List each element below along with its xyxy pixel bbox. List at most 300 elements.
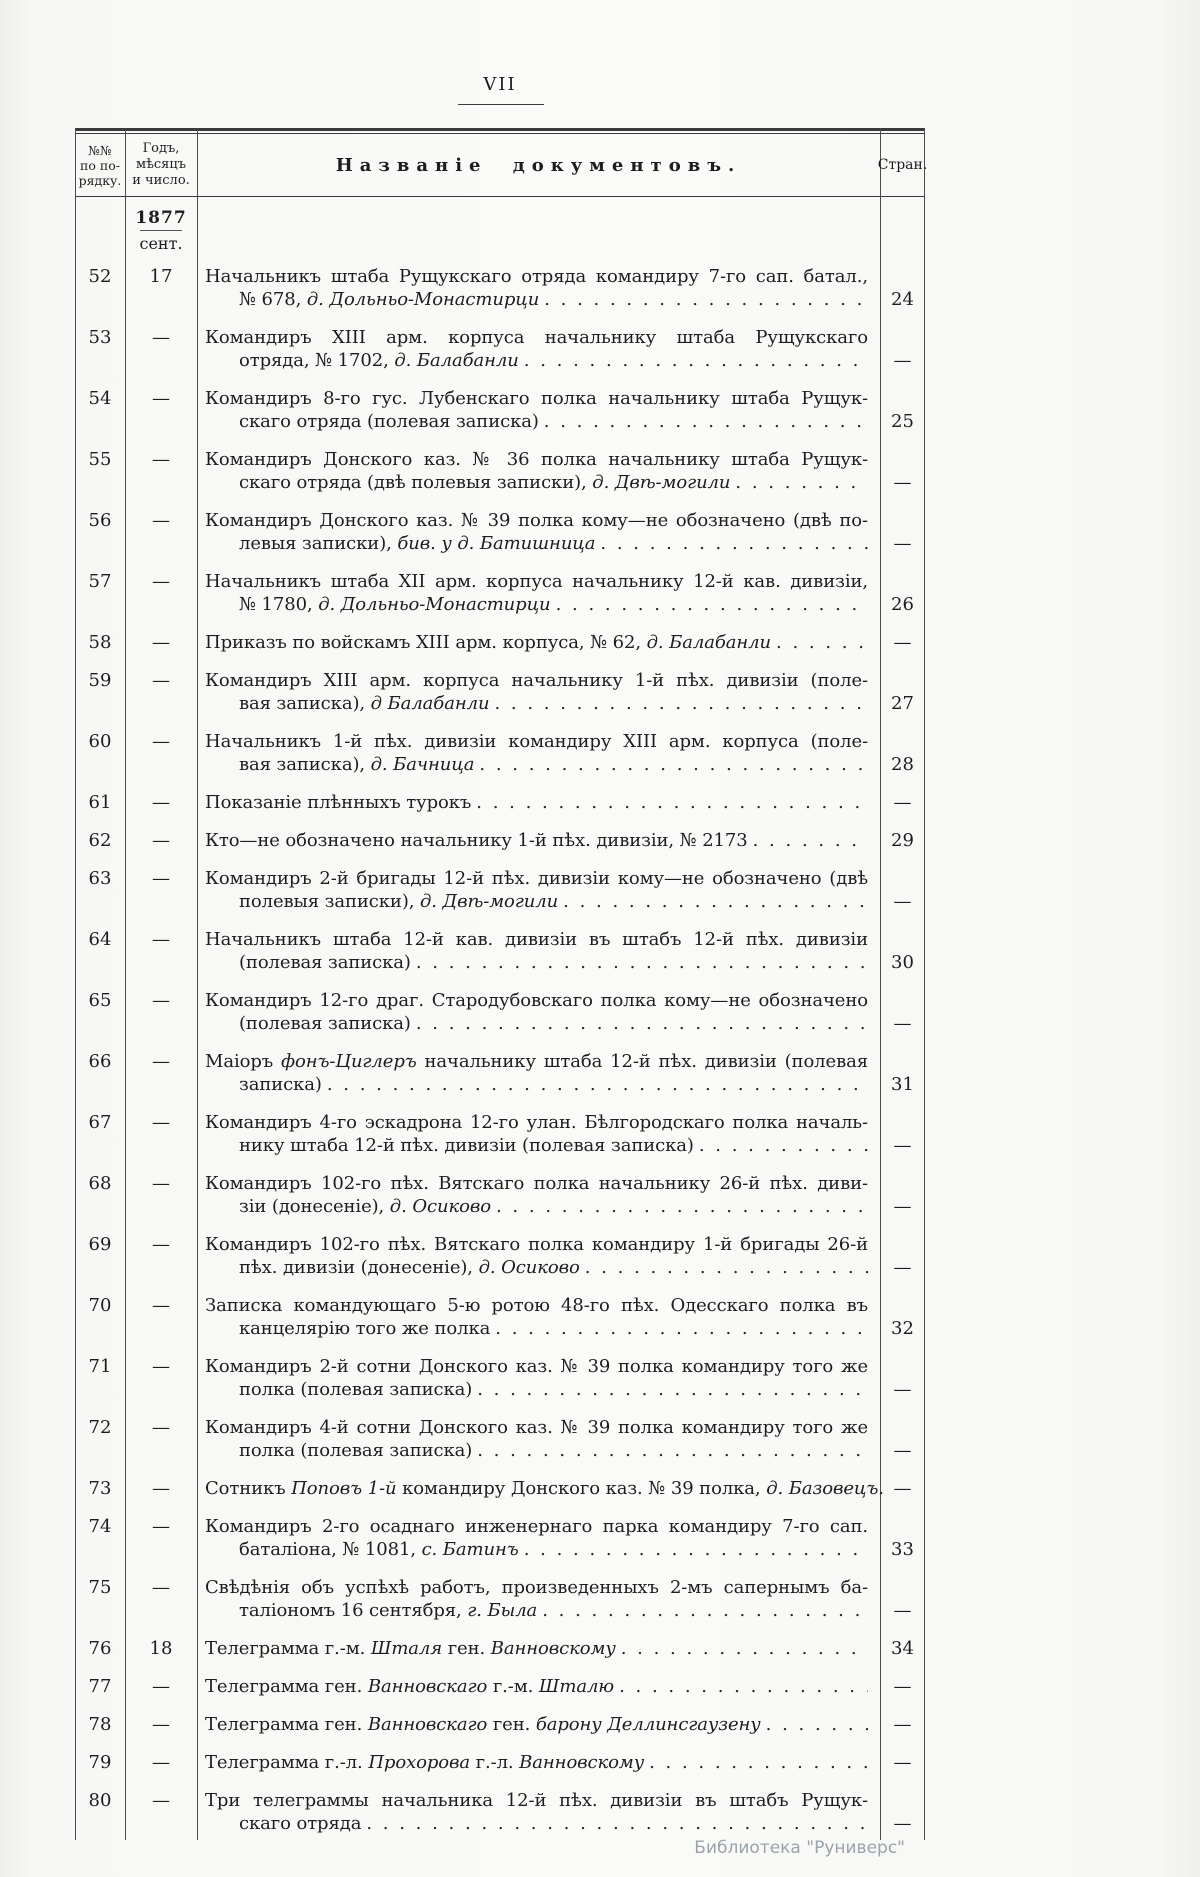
doc-title <box>197 448 880 494</box>
index-row <box>75 631 925 654</box>
doc-number: 64 <box>88 929 112 950</box>
index-row <box>75 1416 925 1462</box>
doc-title-line <box>205 1294 868 1317</box>
doc-title <box>197 1355 880 1401</box>
dot-leader <box>644 1751 868 1774</box>
header-number-column <box>75 135 125 195</box>
doc-page: — <box>893 1600 912 1621</box>
index-row <box>75 1789 925 1835</box>
doc-date: 17 <box>149 266 173 287</box>
doc-title-line <box>205 1195 868 1218</box>
doc-page: — <box>893 1379 912 1400</box>
place-or-person-name: Прохорова <box>368 1752 471 1773</box>
dot-leader <box>490 1317 868 1340</box>
doc-title <box>197 326 880 372</box>
doc-title-text: Командиръ 102-го пѣх. Вятскаго полка командиру 1-й бригады 26-й <box>205 1234 868 1255</box>
index-row <box>75 1294 925 1340</box>
doc-title-line <box>205 753 868 776</box>
doc-title-line <box>205 1134 868 1157</box>
doc-title-text: Телеграмма ген. Ванновскаго ген. барону Деллинсгаузену <box>205 1714 761 1735</box>
header-number-line: по по- <box>80 157 120 173</box>
index-row <box>75 989 925 1035</box>
doc-page: 34 <box>891 1638 914 1659</box>
dot-leader <box>471 791 868 814</box>
doc-title-line <box>205 1111 868 1134</box>
doc-title <box>197 387 880 433</box>
doc-title <box>197 989 880 1035</box>
doc-title-line <box>205 1050 868 1073</box>
place-or-person-name: д. Осиково <box>478 1257 580 1278</box>
page-number-rule <box>458 104 544 105</box>
dot-leader <box>694 1134 868 1157</box>
doc-title <box>197 1416 880 1462</box>
doc-number: 76 <box>88 1638 112 1659</box>
header-date-column <box>125 135 197 195</box>
dot-leader <box>595 532 868 555</box>
table-top-rule-thin <box>75 133 925 134</box>
doc-date: — <box>152 929 170 950</box>
dot-leader <box>519 349 868 372</box>
doc-title <box>197 1713 880 1736</box>
doc-title-text: Начальникъ штаба Рущукскаго отряда командиру 7-го сап. батал., <box>205 266 868 287</box>
doc-page: — <box>893 533 912 554</box>
index-row <box>75 1111 925 1157</box>
doc-title-line <box>205 387 868 410</box>
doc-title-text: Маіоръ фонъ-Циглеръ начальнику штаба 12-й пѣх. дивизіи (полевая <box>205 1051 868 1072</box>
index-row <box>75 1355 925 1401</box>
doc-number: 72 <box>88 1417 112 1438</box>
doc-title-line <box>205 791 868 814</box>
dot-leader <box>472 1378 868 1401</box>
doc-number: 69 <box>88 1234 112 1255</box>
doc-title-line <box>205 928 868 951</box>
doc-title-text: записка) <box>239 1074 322 1095</box>
doc-title-line <box>205 593 868 616</box>
date-group-rule <box>140 230 182 231</box>
doc-date: — <box>152 510 170 531</box>
index-row <box>75 1675 925 1698</box>
doc-title-line <box>205 288 868 311</box>
table-top-rule-thick <box>75 128 925 131</box>
index-row <box>75 387 925 433</box>
doc-date: — <box>152 1676 170 1697</box>
dot-leader <box>489 692 868 715</box>
doc-title-line <box>205 1637 868 1660</box>
doc-title-text: скаго отряда <box>239 1813 362 1834</box>
doc-title-line <box>205 570 868 593</box>
place-or-person-name: г. Была <box>467 1600 538 1621</box>
doc-page: — <box>893 1440 912 1461</box>
doc-number: 52 <box>88 266 112 287</box>
doc-date: — <box>152 571 170 592</box>
doc-title <box>197 1050 880 1096</box>
doc-title-line <box>205 1378 868 1401</box>
dot-leader <box>491 1195 868 1218</box>
doc-date: — <box>152 830 170 851</box>
doc-title-text: Телеграмма г.-л. Прохорова г.-л. Ванновскому <box>205 1752 645 1773</box>
doc-page: 31 <box>891 1074 914 1095</box>
date-group-month: сент. <box>139 234 183 253</box>
doc-title-line <box>205 349 868 372</box>
doc-page: — <box>893 1196 912 1217</box>
doc-number: 80 <box>88 1790 112 1811</box>
doc-title-line <box>205 631 868 654</box>
doc-title-line <box>205 1317 868 1340</box>
doc-number: 60 <box>88 731 112 752</box>
doc-number: 71 <box>88 1356 112 1377</box>
index-row <box>75 1751 925 1774</box>
doc-title-line <box>205 1233 868 1256</box>
header-number-line: №№ <box>88 142 112 158</box>
doc-page: — <box>893 1478 912 1499</box>
table-header <box>75 135 928 195</box>
header-date-line: и число. <box>132 173 190 188</box>
doc-title <box>197 1515 880 1561</box>
dot-leader <box>614 1675 868 1698</box>
doc-page: — <box>893 891 912 912</box>
doc-title-text: № 678, д. Дольньо-Монастирци <box>239 289 540 310</box>
doc-number: 63 <box>88 868 112 889</box>
index-row <box>75 928 925 974</box>
place-or-person-name: Ванновскаго <box>367 1714 488 1735</box>
doc-title-text: Командиръ 4-й сотни Донского каз. № 39 полка командиру того же <box>205 1417 868 1438</box>
place-or-person-name: д. Бачница <box>370 754 475 775</box>
doc-title-line <box>205 1012 868 1035</box>
doc-title <box>197 829 880 852</box>
doc-page: 30 <box>891 952 914 973</box>
doc-date: — <box>152 868 170 889</box>
place-or-person-name: Шталю <box>538 1676 615 1697</box>
doc-title-line <box>205 1599 868 1622</box>
dot-leader <box>558 890 868 913</box>
doc-title-line <box>205 989 868 1012</box>
doc-title-text: (полевая записка) <box>239 1013 411 1034</box>
place-or-person-name: бив. у д. Батишница <box>397 533 596 554</box>
doc-page: — <box>893 1813 912 1834</box>
index-row <box>75 570 925 616</box>
dot-leader <box>519 1538 868 1561</box>
doc-title-text: Телеграмма ген. Ванновскаго г.-м. Шталю <box>205 1676 615 1697</box>
doc-date: — <box>152 792 170 813</box>
doc-page: — <box>893 1752 912 1773</box>
doc-title <box>197 570 880 616</box>
doc-title-line <box>205 1789 868 1812</box>
place-or-person-name: д. Базовецъ. <box>766 1478 884 1499</box>
dot-leader <box>537 1599 868 1622</box>
doc-date: — <box>152 1752 170 1773</box>
place-or-person-name: с. Батинъ <box>421 1539 519 1560</box>
doc-title <box>197 1576 880 1622</box>
doc-date: — <box>152 1356 170 1377</box>
doc-date: — <box>152 1112 170 1133</box>
doc-title-text: Начальникъ 1-й пѣх. дивизіи командиру XIII арм. корпуса (поле- <box>205 731 868 752</box>
doc-date: — <box>152 1417 170 1438</box>
doc-title <box>197 1233 880 1279</box>
doc-title-text: Командиръ 12-го драг. Стародубовскаго полка кому—не обозначено <box>205 990 868 1011</box>
table-body <box>75 198 925 1850</box>
doc-title-text: таліономъ 16 сентября, г. Была <box>239 1600 538 1621</box>
place-or-person-name: д. Двѣ-могили <box>420 891 559 912</box>
doc-title-line <box>205 1713 868 1736</box>
doc-page: 32 <box>891 1318 914 1339</box>
doc-number: 67 <box>88 1112 112 1133</box>
doc-page: 28 <box>891 754 914 775</box>
doc-title-line <box>205 532 868 555</box>
index-row <box>75 326 925 372</box>
index-row <box>75 1050 925 1096</box>
doc-title-text: отряда, № 1702, д. Балабанли <box>239 350 519 371</box>
doc-number: 66 <box>88 1051 112 1072</box>
dot-leader <box>411 951 868 974</box>
doc-title-line <box>205 471 868 494</box>
dot-leader <box>539 410 868 433</box>
doc-title-text: левыя записки), бив. у д. Батишница <box>239 533 596 554</box>
doc-page: — <box>893 632 912 653</box>
index-row <box>75 1477 925 1500</box>
doc-title <box>197 1675 880 1698</box>
doc-title-line <box>205 1355 868 1378</box>
library-watermark: Библиотека "Руниверс" <box>694 1838 905 1858</box>
index-rows <box>75 265 925 1835</box>
doc-title-line <box>205 1515 868 1538</box>
index-row <box>75 1233 925 1279</box>
place-or-person-name: д. Дольньо-Монастирци <box>306 289 540 310</box>
doc-title-line <box>205 1538 868 1561</box>
doc-title-line <box>205 410 868 433</box>
doc-date: — <box>152 632 170 653</box>
header-date-line: мѣсяцъ <box>135 157 187 172</box>
doc-title-text: полка (полевая записка) <box>239 1379 473 1400</box>
doc-title-line <box>205 669 868 692</box>
dot-leader <box>580 1256 868 1279</box>
doc-title <box>197 1789 880 1835</box>
index-row <box>75 730 925 776</box>
doc-page: 26 <box>891 594 914 615</box>
place-or-person-name: д. Балабанли <box>394 350 519 371</box>
index-row <box>75 1515 925 1561</box>
doc-title-text: Начальникъ штаба 12-й кав. дивизіи въ штабъ 12-й пѣх. дивизіи <box>205 929 868 950</box>
doc-title-text: Три телеграммы начальника 12-й пѣх. дивизіи въ штабъ Рущук- <box>205 1790 868 1811</box>
index-table <box>75 128 928 1840</box>
doc-number: 68 <box>88 1173 112 1194</box>
doc-title <box>197 1294 880 1340</box>
doc-number: 55 <box>88 449 112 470</box>
doc-page: 27 <box>891 693 914 714</box>
doc-title <box>197 669 880 715</box>
doc-title <box>197 928 880 974</box>
dot-leader <box>361 1812 868 1835</box>
doc-title-text: нику штаба 12-й пѣх. дивизіи (полевая записка) <box>239 1135 694 1156</box>
doc-number: 58 <box>88 632 112 653</box>
doc-date: — <box>152 1173 170 1194</box>
doc-date: — <box>152 990 170 1011</box>
dot-leader <box>411 1012 868 1035</box>
doc-title-text: Записка командующаго 5-ю ротою 48-го пѣх. Одесскаго полка въ <box>205 1295 868 1316</box>
doc-title-line <box>205 1751 868 1774</box>
doc-title-text: Начальникъ штаба XII арм. корпуса начальнику 12-й кав. дивизіи, <box>205 571 868 592</box>
doc-number: 79 <box>88 1752 112 1773</box>
doc-title-text: скаго отряда (двѣ полевыя записки), д. Двѣ-могили <box>239 472 731 493</box>
doc-title <box>197 1751 880 1774</box>
place-or-person-name: Ванновскому <box>490 1638 616 1659</box>
doc-title-line <box>205 1439 868 1462</box>
dot-leader <box>771 631 868 654</box>
doc-title-line <box>205 448 868 471</box>
dot-leader <box>761 1713 868 1736</box>
doc-title-line <box>205 265 868 288</box>
place-or-person-name: фонъ-Циглеръ <box>280 1051 417 1072</box>
doc-page: — <box>893 1135 912 1156</box>
doc-title-text: Командиръ 102-го пѣх. Вятскаго полка начальнику 26-й пѣх. диви- <box>205 1173 868 1194</box>
doc-number: 65 <box>88 990 112 1011</box>
doc-title-text: зіи (донесеніе), д. Осиково <box>239 1196 491 1217</box>
place-or-person-name: Поповъ 1-й <box>291 1478 397 1499</box>
header-title-column: Названіе документовъ. <box>335 154 742 176</box>
index-row <box>75 829 925 852</box>
doc-title-line <box>205 1576 868 1599</box>
doc-date: — <box>152 731 170 752</box>
index-row <box>75 509 925 555</box>
doc-title-text: Командиръ 2-й бригады 12-й пѣх. дивизіи кому—не обозначено (двѣ <box>205 868 868 889</box>
doc-page: 25 <box>891 411 914 432</box>
doc-title-text: баталіона, № 1081, с. Батинъ <box>239 1539 519 1560</box>
index-row <box>75 791 925 814</box>
doc-number: 54 <box>88 388 112 409</box>
doc-number: 75 <box>88 1577 112 1598</box>
place-or-person-name: барону Деллинсгаузену <box>535 1714 761 1735</box>
doc-date: — <box>152 1516 170 1537</box>
doc-date: — <box>152 449 170 470</box>
dot-leader <box>730 471 868 494</box>
index-row <box>75 1172 925 1218</box>
doc-number: 62 <box>88 830 112 851</box>
doc-title-text: Показаніе плѣнныхъ турокъ <box>205 792 472 813</box>
header-date-line: Годъ, <box>142 141 180 156</box>
doc-title-text: Сотникъ Поповъ 1-й командиру Донского каз. № 39 полка, д. Базовецъ. <box>205 1478 884 1499</box>
doc-number: 61 <box>88 792 112 813</box>
doc-title <box>197 265 880 311</box>
header-number-line: рядку. <box>78 172 122 188</box>
doc-title-text: Командиръ 4-го эскадрона 12-го улан. Бѣлгородскаго полка началь- <box>205 1112 868 1133</box>
doc-date: — <box>152 1790 170 1811</box>
doc-title-line <box>205 1812 868 1835</box>
doc-date: — <box>152 1295 170 1316</box>
doc-title-text: полка (полевая записка) <box>239 1440 473 1461</box>
place-or-person-name: д. Осиково <box>389 1196 491 1217</box>
dot-leader <box>616 1637 868 1660</box>
doc-title-text: Командиръ Донского каз. № 39 полка кому—не обозначено (двѣ по- <box>205 510 868 531</box>
doc-title-text: Командиръ XIII арм. корпуса начальнику 1-й пѣх. дивизіи (поле- <box>205 670 868 691</box>
doc-date: — <box>152 1051 170 1072</box>
date-group <box>125 208 197 253</box>
doc-date: — <box>152 327 170 348</box>
doc-title-text: № 1780, д. Дольньо-Монастирци <box>239 594 551 615</box>
doc-date: — <box>152 1577 170 1598</box>
doc-title-text: Телеграмма г.-м. Шталя ген. Ванновскому <box>205 1638 616 1659</box>
index-row <box>75 1576 925 1622</box>
header-page-column: Стран. <box>877 157 928 173</box>
index-row <box>75 1637 925 1660</box>
doc-title <box>197 631 880 654</box>
place-or-person-name: д. Балабанли <box>646 632 772 653</box>
doc-title-line <box>205 326 868 349</box>
doc-page: 33 <box>891 1539 914 1560</box>
doc-title-line <box>205 1477 884 1500</box>
doc-date: — <box>152 1234 170 1255</box>
place-or-person-name: Ванновскому <box>519 1752 645 1773</box>
doc-title-line <box>205 692 868 715</box>
place-or-person-name: Ванновскаго <box>367 1676 488 1697</box>
doc-title-text: Командиръ 2-го осаднаго инженернаго парка командиру 7-го сап. <box>205 1516 868 1537</box>
doc-title-line <box>205 890 868 913</box>
doc-page: — <box>893 350 912 371</box>
doc-date: — <box>152 1714 170 1735</box>
doc-title-text: пѣх. дивизіи (донесеніе), д. Осиково <box>239 1257 580 1278</box>
doc-date: — <box>152 388 170 409</box>
doc-date: 18 <box>149 1638 173 1659</box>
doc-date: — <box>152 1478 170 1499</box>
index-row <box>75 867 925 913</box>
doc-title-line <box>205 509 868 532</box>
doc-page: — <box>893 1714 912 1735</box>
place-or-person-name: д Балабанли <box>370 693 490 714</box>
place-or-person-name: Шталя <box>370 1638 443 1659</box>
doc-number: 70 <box>88 1295 112 1316</box>
doc-number: 53 <box>88 327 112 348</box>
doc-page: — <box>893 472 912 493</box>
dot-leader <box>551 593 868 616</box>
dot-leader <box>748 829 868 852</box>
doc-title <box>197 791 880 814</box>
doc-title <box>197 1637 880 1660</box>
doc-title-text: вая записка), д. Бачница <box>239 754 475 775</box>
doc-title-line <box>205 951 868 974</box>
doc-title-line <box>205 1073 868 1096</box>
doc-title-text: полевыя записки), д. Двѣ-могили <box>239 891 559 912</box>
doc-title <box>197 1111 880 1157</box>
doc-number: 74 <box>88 1516 112 1537</box>
page-number: VII <box>483 74 517 95</box>
doc-page: — <box>893 1257 912 1278</box>
doc-page: — <box>893 1676 912 1697</box>
index-row <box>75 448 925 494</box>
index-row <box>75 265 925 311</box>
doc-title-line <box>205 829 868 852</box>
index-row <box>75 1713 925 1736</box>
doc-title-line <box>205 867 868 890</box>
doc-title-text: Командиръ 2-й сотни Донского каз. № 39 полка командиру того же <box>205 1356 868 1377</box>
doc-title-text: Командиръ Донского каз. № 36 полка начальнику штаба Рущук- <box>205 449 868 470</box>
dot-leader <box>322 1073 868 1096</box>
index-row <box>75 669 925 715</box>
doc-title <box>197 1477 884 1500</box>
doc-page: — <box>893 792 912 813</box>
doc-title-text: (полевая записка) <box>239 952 411 973</box>
doc-title <box>197 509 880 555</box>
doc-title-line <box>205 1416 868 1439</box>
doc-date: — <box>152 670 170 691</box>
doc-title-text: Командиръ 8-го гус. Лубенскаго полка начальнику штаба Рущук- <box>205 388 868 409</box>
dot-leader <box>539 288 868 311</box>
doc-title <box>197 867 880 913</box>
doc-title-text: Приказъ по войскамъ XIII арм. корпуса, № 62, д. Балабанли <box>205 632 772 653</box>
date-group-year: 1877 <box>135 208 187 228</box>
doc-title-text: Свѣдѣнія объ успѣхѣ работъ, произведенныхъ 2-мъ сапернымъ ба- <box>205 1577 868 1598</box>
doc-number: 73 <box>88 1478 112 1499</box>
doc-number: 78 <box>88 1714 112 1735</box>
doc-page: — <box>893 1013 912 1034</box>
doc-title-text: Кто—не обозначено начальнику 1-й пѣх. дивизіи, № 2173 <box>205 830 748 851</box>
